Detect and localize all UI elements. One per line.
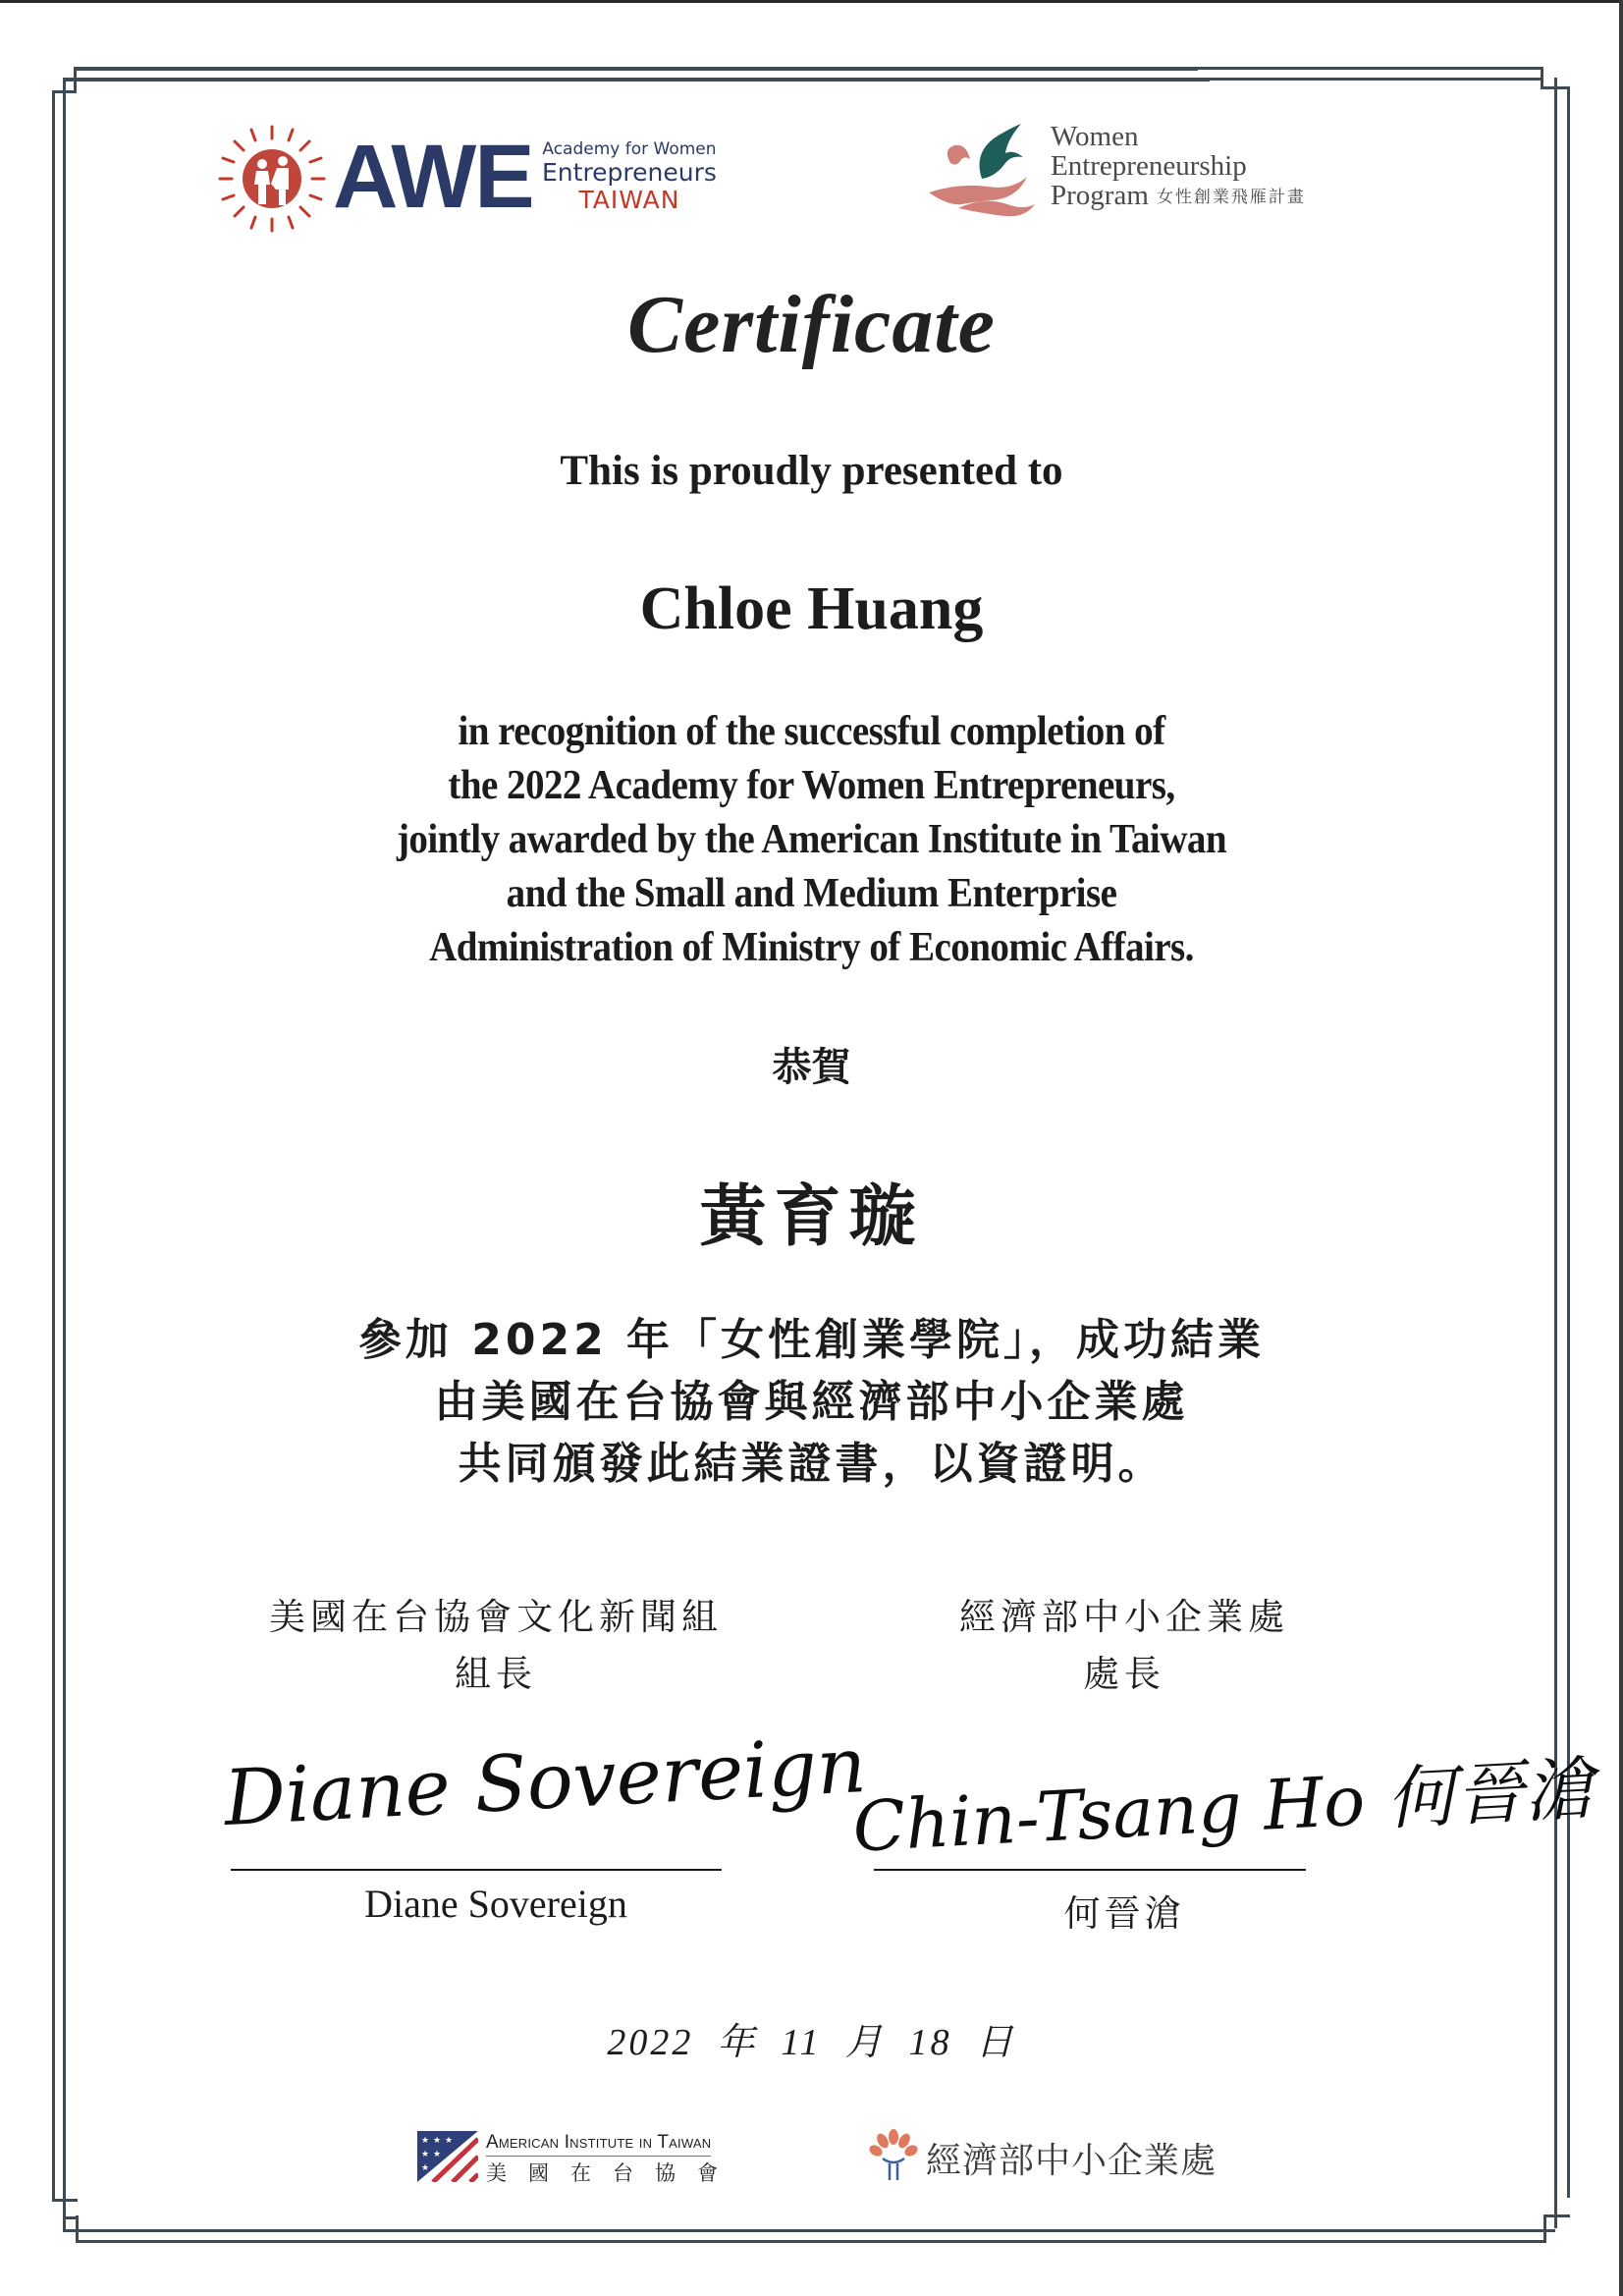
svg-text:★: ★ bbox=[433, 2150, 442, 2159]
recognition-paragraph-zh bbox=[0, 1309, 1623, 1495]
smea-fan-icon bbox=[869, 2129, 918, 2183]
svg-text:★: ★ bbox=[445, 2136, 454, 2146]
body-zh-line: 參加 2022 年「女性創業學院」，成功結業 bbox=[357, 1315, 1266, 1365]
signatory-right-title bbox=[884, 1589, 1365, 1703]
people-sunburst-icon bbox=[218, 125, 326, 233]
svg-text:★: ★ bbox=[433, 2136, 442, 2146]
body-en-line: Administration of Ministry of Economic Affairs. bbox=[429, 925, 1194, 970]
signature-left: Diane Sovereign bbox=[222, 1721, 869, 1844]
flag-stars-stripes-icon bbox=[417, 2131, 478, 2182]
date-month: 11 bbox=[781, 2022, 822, 2063]
svg-text:★: ★ bbox=[421, 2136, 430, 2146]
congrats-zh: 恭賀 bbox=[772, 1045, 851, 1090]
signature-line-right bbox=[874, 1869, 1306, 1871]
svg-text:★: ★ bbox=[421, 2163, 430, 2173]
recipient-name-zh: 黃育璇 bbox=[699, 1178, 924, 1256]
body-zh-line: 共同頒發此結業證書，以資證明。 bbox=[458, 1439, 1165, 1489]
recognition-paragraph-en bbox=[57, 705, 1566, 975]
svg-text:★: ★ bbox=[421, 2150, 430, 2159]
wep-line-1: Women bbox=[1051, 121, 1139, 152]
scan-edge-top bbox=[0, 0, 1623, 3]
printed-name-right: 何晉滄 bbox=[1063, 1892, 1185, 1935]
wep-logo bbox=[923, 116, 1365, 224]
signature-right: Chin-Tsang Ho 何晉滄 bbox=[850, 1748, 1596, 1868]
ait-logo bbox=[417, 2126, 771, 2185]
signatory-left-title bbox=[250, 1589, 741, 1703]
body-en-line: jointly awarded by the American Institute in Taiwan bbox=[396, 817, 1227, 862]
awe-tagline bbox=[542, 139, 717, 214]
smea-name-zh: 經濟部中小企業處 bbox=[926, 2141, 1217, 2181]
wep-line-3: Program bbox=[1051, 180, 1149, 211]
body-en-line: in recognition of the successful completion of bbox=[458, 709, 1165, 754]
signatory-position: 組長 bbox=[455, 1653, 537, 1695]
body-en-line: and the Small and Medium Enterprise bbox=[506, 871, 1117, 916]
body-en-line: the 2022 Academy for Women Entrepreneurs, bbox=[448, 763, 1175, 808]
awe-logo bbox=[218, 123, 717, 231]
certificate-title: Certificate bbox=[627, 279, 996, 370]
issue-date bbox=[0, 2011, 1623, 2065]
awe-line-2: Entrepreneurs bbox=[542, 158, 717, 187]
wep-wordmark bbox=[1051, 122, 1306, 212]
smea-logo bbox=[869, 2129, 1242, 2188]
date-month-label: 月 bbox=[844, 2022, 886, 2063]
presented-to-line: This is proudly presented to bbox=[560, 448, 1063, 494]
flying-goose-icon bbox=[923, 116, 1051, 224]
date-day-label: 日 bbox=[975, 2022, 1016, 2063]
printed-name-left: Diane Sovereign bbox=[364, 1882, 627, 1926]
ait-name-zh: 美國在台協會 bbox=[486, 2161, 739, 2185]
awe-wordmark: AWE bbox=[333, 127, 533, 227]
awe-line-3: TAIWAN bbox=[578, 186, 680, 214]
signatory-org: 經濟部中小企業處 bbox=[959, 1596, 1289, 1638]
signature-line-left bbox=[231, 1869, 722, 1871]
signatory-org: 美國在台協會文化新聞組 bbox=[269, 1596, 723, 1638]
recipient-name: Chloe Huang bbox=[639, 575, 984, 642]
ait-name-en bbox=[486, 2132, 711, 2157]
wep-line-2: Entrepreneurship bbox=[1051, 150, 1247, 182]
wep-line-3-zh: 女性創業飛雁計畫 bbox=[1156, 188, 1306, 207]
signatory-position: 處長 bbox=[1083, 1653, 1165, 1695]
awe-line-1: Academy for Women bbox=[542, 139, 717, 159]
date-year-label: 年 bbox=[717, 2022, 758, 2063]
ait-name-en-text: American Institute in Taiwan bbox=[486, 2132, 712, 2153]
date-day: 18 bbox=[908, 2022, 952, 2063]
body-zh-line: 由美國在台協會與經濟部中小企業處 bbox=[434, 1377, 1189, 1427]
date-year: 2022 bbox=[607, 2022, 694, 2063]
